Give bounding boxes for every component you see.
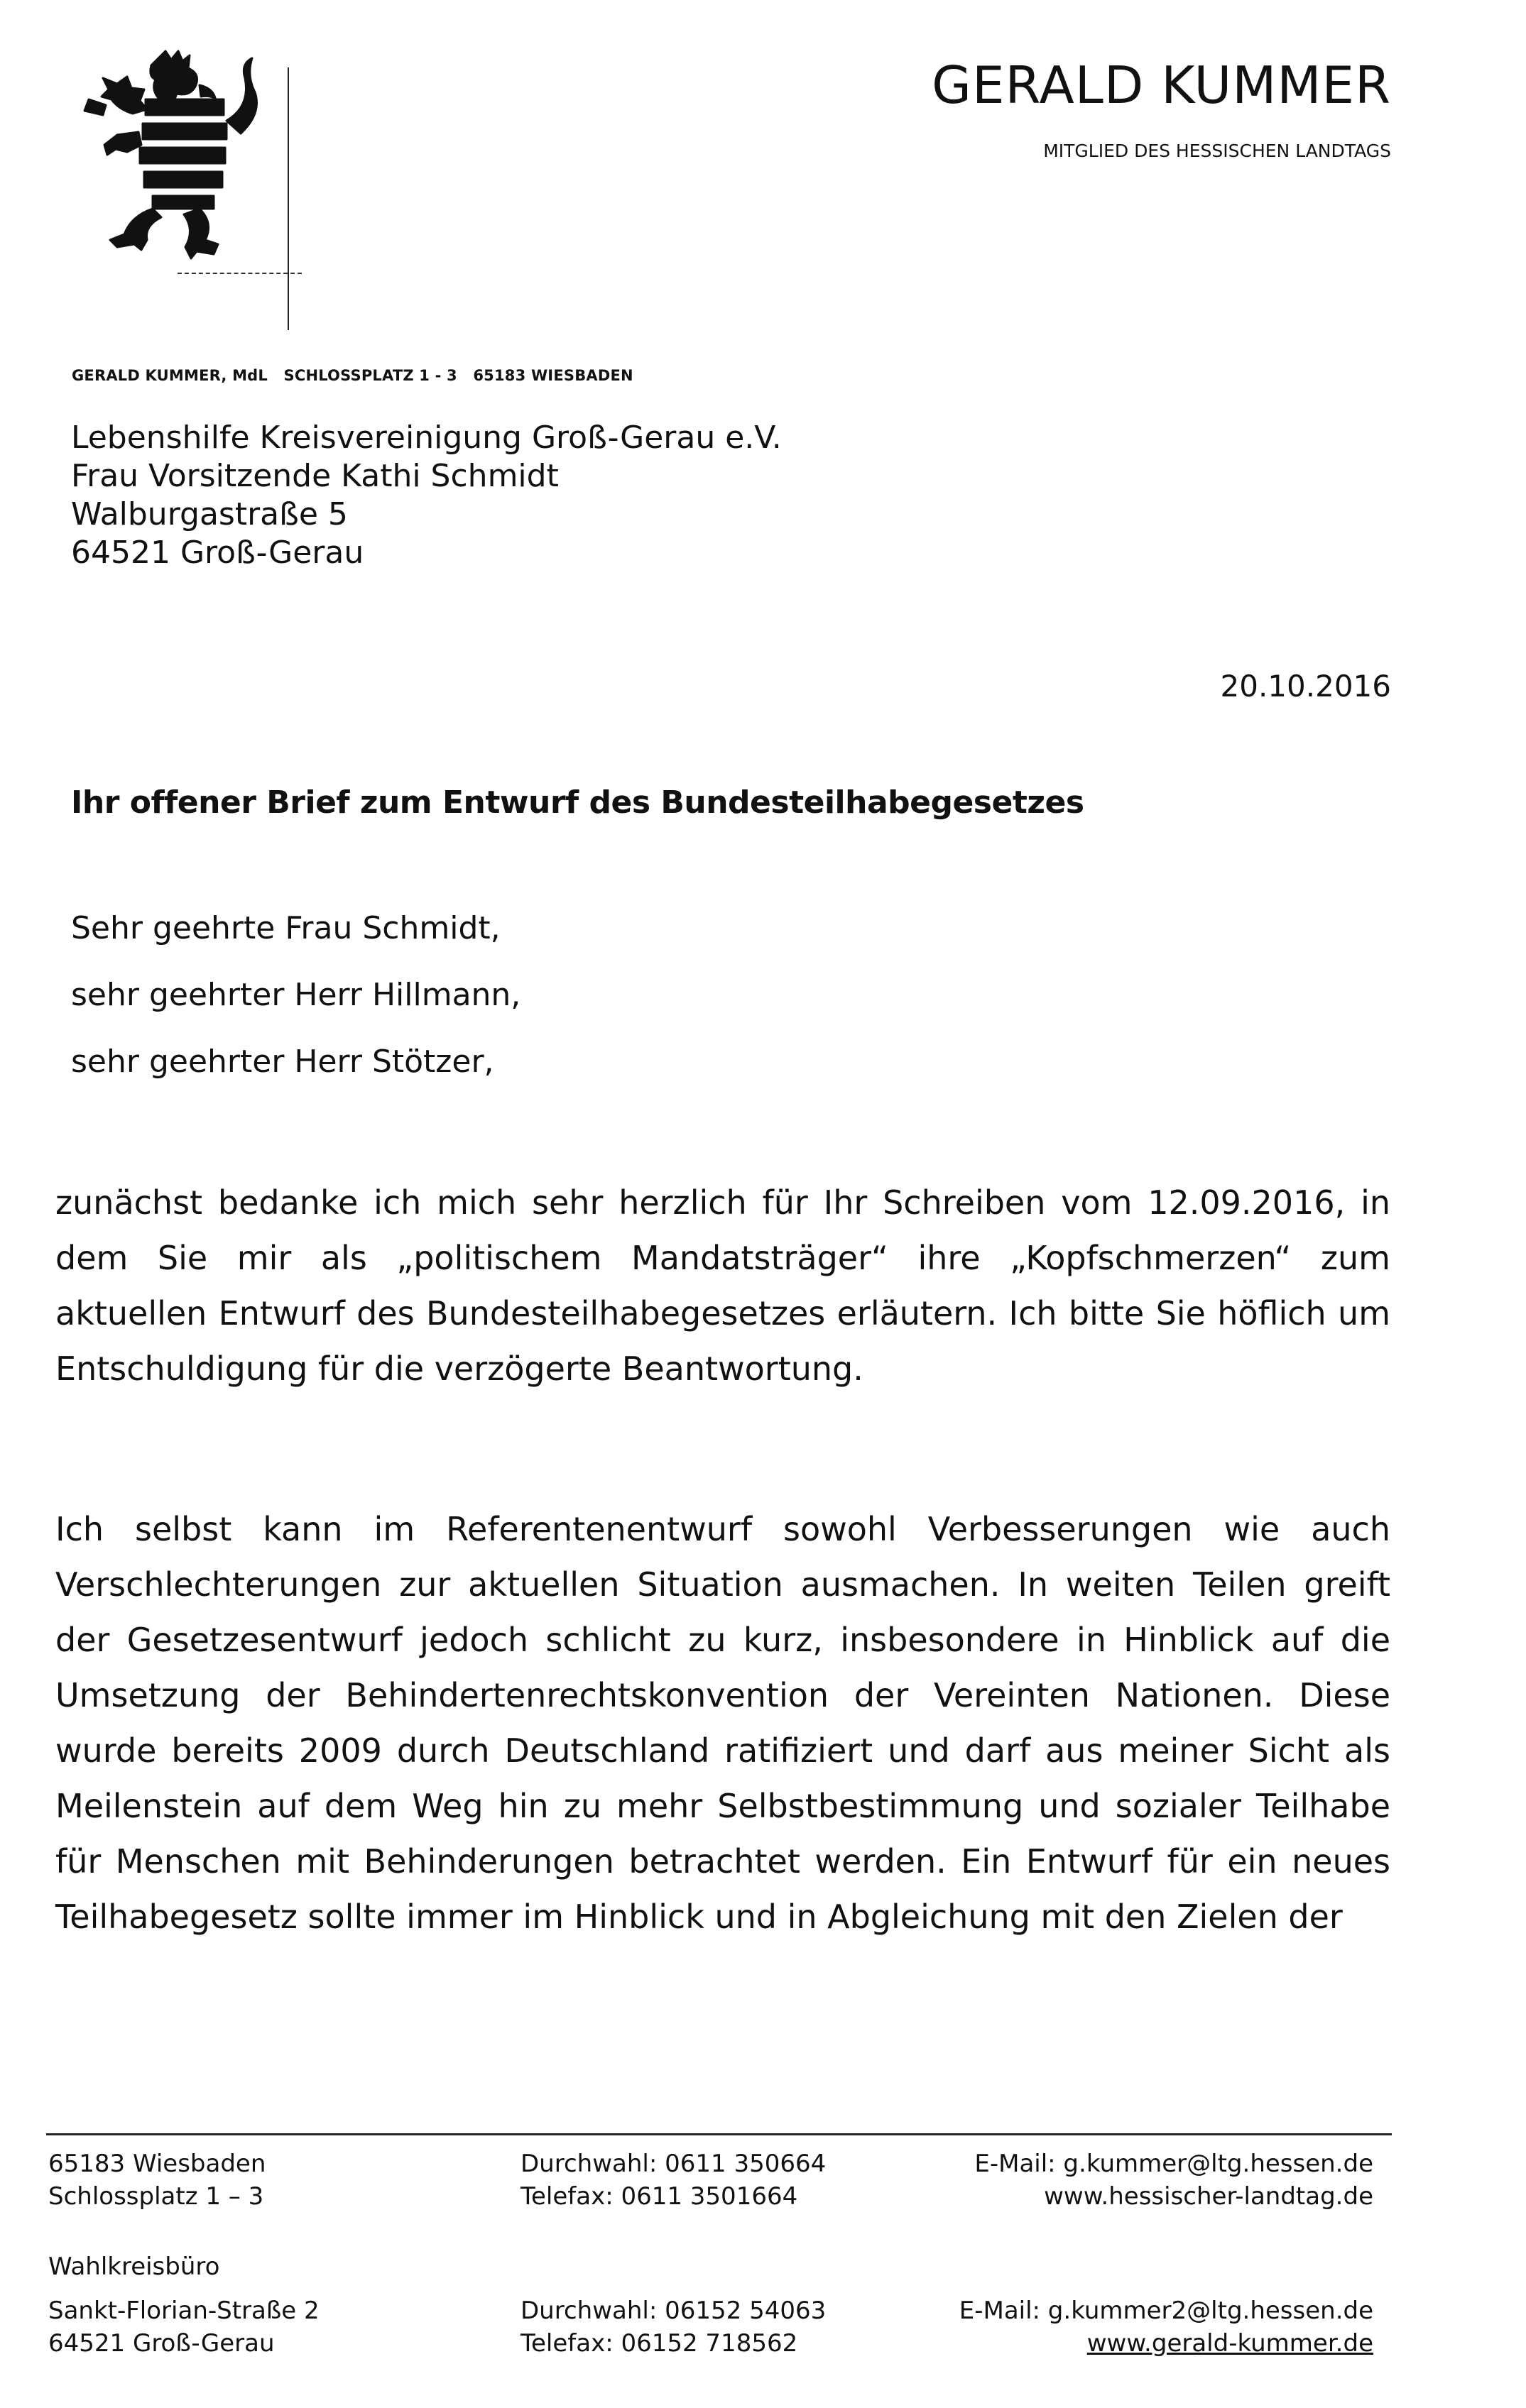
salutation-line: sehr geehrter Herr Stötzer, <box>71 1044 494 1080</box>
footer-constituency-contact <box>959 2294 1373 2360</box>
footer-email-link[interactable]: E-Mail: g.kummer2@ltg.hessen.de <box>959 2297 1373 2325</box>
letter-subject: Ihr offener Brief zum Entwurf des Bundesteilhabegesetzes <box>71 784 1084 821</box>
salutation <box>71 907 521 1107</box>
footer-street: Sankt-Florian-Straße 2 <box>48 2297 320 2325</box>
footer-email-link[interactable]: E-Mail: g.kummer@ltg.hessen.de <box>974 2150 1373 2178</box>
footer-constituency-address <box>48 2250 320 2360</box>
sender-name: GERALD KUMMER <box>932 55 1391 115</box>
letter-date: 20.10.2016 <box>1220 669 1391 704</box>
footer-phone: Durchwahl: 06152 54063 <box>521 2297 827 2325</box>
salutation-line: sehr geehrter Herr Hillmann, <box>71 977 521 1013</box>
footer-office-contact <box>974 2147 1373 2213</box>
body-paragraph: zunächst bedanke ich mich sehr herzlich für Ihr Schreiben vom 12.09.2016, in dem Sie mir als „politischem Mandatsträger“ ihre „Kopfschmerzen“ zum aktuellen Entwurf des Bundesteilhabegesetzes erläutern. Ich bitte Sie höflich um Entschuldigung für die verzögerte Beantwortung. <box>55 1183 1390 1388</box>
recipient-line: Frau Vorsitzende Kathi Schmidt <box>71 458 559 494</box>
footer-fax: Telefax: 06152 718562 <box>521 2329 798 2358</box>
footer-office-phone <box>521 2147 826 2213</box>
footer-web-link[interactable]: www.gerald-kummer.de <box>1086 2329 1373 2358</box>
footer-office-address <box>48 2147 266 2213</box>
footer-web-link[interactable]: www.hessischer-landtag.de <box>1044 2182 1373 2211</box>
hessian-lion-logo-icon <box>75 50 259 263</box>
footer-fax: Telefax: 0611 3501664 <box>521 2182 798 2211</box>
recipient-line: Walburgastraße 5 <box>71 496 348 532</box>
salutation-line: Sehr geehrte Frau Schmidt, <box>71 910 501 946</box>
footer-office-label: Wahlkreisbüro <box>48 2253 220 2281</box>
body-paragraph: Ich selbst kann im Referentenentwurf sowohl Verbesserungen wie auch Verschlechterungen zur aktuellen Situation ausmachen. In weiten Teilen greift der Gesetzesentwurf jedoch schlicht zu kurz, insbesondere in Hinblick auf die Umsetzung der Behindertenrechtskonvention der Vereinten Nationen. Diese wurde bereits 2009 durch Deutschland ratifiziert und darf aus meiner Sicht als Meilenstein auf dem Weg hin zu mehr Selbstbestimmung und sozialer Teilhabe für Menschen mit Behinderungen betrachtet werden. Ein Entwurf für ein neues Teilhabegesetz sollte immer im Hinblick und in Abgleichung mit den Zielen der <box>55 1510 1390 1936</box>
footer-street: Schlossplatz 1 – 3 <box>48 2182 264 2211</box>
recipient-line: 64521 Groß-Gerau <box>71 535 364 571</box>
footer-city: 65183 Wiesbaden <box>48 2150 266 2178</box>
letterhead-dash-line <box>178 273 302 274</box>
footer-divider <box>46 2133 1392 2135</box>
footer-phone: Durchwahl: 0611 350664 <box>521 2150 827 2178</box>
footer-city: 64521 Groß-Gerau <box>48 2329 275 2358</box>
return-address: GERALD KUMMER, MdL SCHLOSSPLATZ 1 - 3 65183 WIESBADEN <box>72 367 633 384</box>
letterhead-divider-line <box>288 67 289 330</box>
sender-title: MITGLIED DES HESSISCHEN LANDTAGS <box>1043 141 1391 161</box>
recipient-address <box>71 419 782 572</box>
recipient-line: Lebenshilfe Kreisvereinigung Groß-Gerau e.V. <box>71 420 782 456</box>
footer-constituency-phone <box>521 2294 826 2360</box>
